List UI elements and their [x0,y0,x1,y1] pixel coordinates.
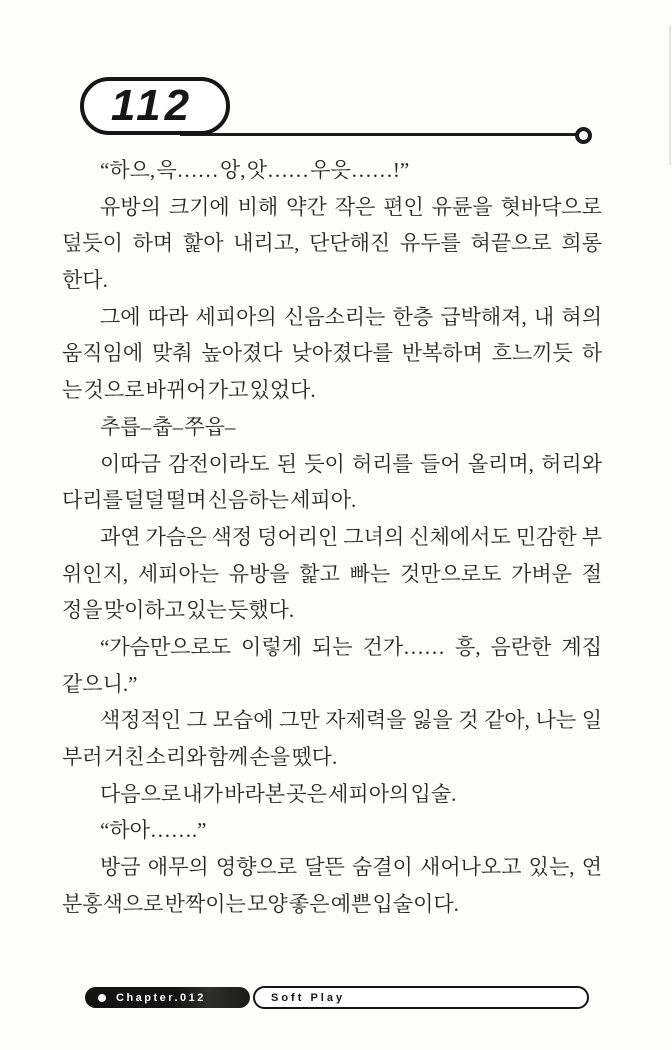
text-line: 분홍색으로 반짝이는 모양 좋은 예쁜 입술이다. [62,891,459,916]
text-line: “가슴만으로도 이렇게 되는 건가…… 흥, 음란한 계집 [100,634,602,659]
section-badge [253,986,589,1009]
text-line: 정을 맞이하고 있는 듯했다. [62,598,295,623]
text-line: 움직임에 맞춰 높아졌다 낮아졌다를 반복하며 흐느끼듯 하 [62,341,602,366]
text-line: 과연 가슴은 색정 덩어리인 그녀의 신체에서도 민감한 부 [100,524,602,549]
header-rule-end-ring-icon [575,127,592,144]
chapter-badge [85,987,250,1008]
text-line: “하아…….” [100,818,207,843]
bullet-dot-icon [98,994,106,1002]
page-number-badge [80,77,230,135]
section-label: Soft Play [271,992,346,1004]
text-line: 다리를 덜덜 떨며 신음하는 세피아. [62,488,357,513]
text-line: 추릅– 춥– 쭈읍– [100,414,236,439]
body-text [62,152,602,922]
text-line: 부러 거친 소리와 함께 손을 뗐다. [62,745,338,769]
text-line: 이따금 감전이라도 된 듯이 허리를 들어 올리며, 허리와 [100,451,602,476]
text-line: 한다. [62,268,108,293]
text-line: 덮듯이 하며 핥아 내리고, 단단해진 유두를 혀끝으로 희롱 [62,231,602,256]
header-rule [180,133,578,136]
chapter-label: Chapter.012 [116,992,206,1004]
text-line: 유방의 크기에 비해 약간 작은 편인 유륜을 혓바닥으로 [100,194,602,219]
text-line: 는 것으로 바뀌어 가고 있었다. [62,378,316,403]
text-line: “하으, 윽…… 앙, 앗…… 우읏……!” [100,158,410,182]
scan-edge-artifact [669,25,671,165]
text-line: 그에 따라 세피아의 신음소리는 한층 급박해져, 내 혀의 [100,304,602,329]
text-line: 방금 애무의 영향으로 달뜬 숨결이 새어나오고 있는, 연 [100,855,602,880]
text-line: 위인지, 세피아는 유방을 핥고 빠는 것만으로도 가벼운 절 [62,561,602,586]
text-line: 색정적인 그 모습에 그만 자제력을 잃을 것 같아, 나는 일 [100,708,602,733]
page-number: 112 [110,81,194,130]
text-line: 다음으로 내가 바라본 곳은 세피아의 입술. [100,781,457,806]
text-line: 같으니.” [62,671,138,696]
